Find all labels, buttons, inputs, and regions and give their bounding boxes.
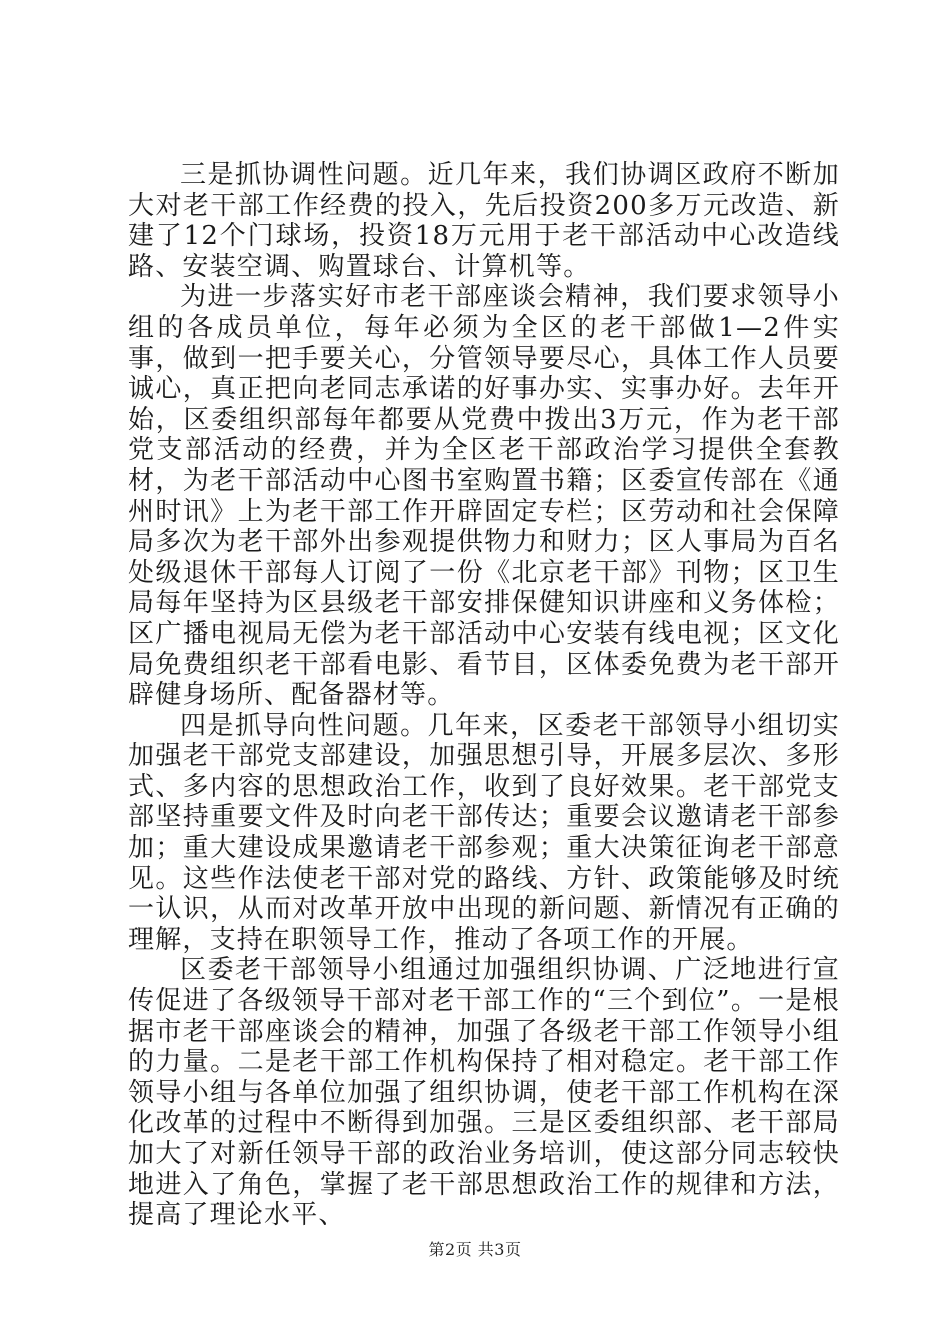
paragraph-guidance: 四是抓导向性问题。几年来，区委老干部领导小组切实加强老干部党支部建设，加强思想引导，开展多层次、多形式、多内容的思想政治工作，收到了良好效果。老干部党支部坚持重要文件及时向老干部传达；重要会议邀请老干部参加；重大建设成果邀请老干部参观；重大决策征询老干部意见。这些作法使老干部对党的路线、方针、政策能够及时统一认识，从而对改革开放中出现的新问题、新情况有正确的理解，支持在职领导工作，推动了各项工作的开展。 bbox=[128, 710, 840, 955]
paragraph-practical-deeds: 为进一步落实好市老干部座谈会精神，我们要求领导小组的各成员单位，每年必须为全区的老干部做1—2件实事，做到一把手要关心，分管领导要尽心，具体工作人员要诚心，真正把向老同志承诺的好事办实、实事办好。去年开始，区委组织部每年都要从党费中拨出3万元，作为老干部党支部活动的经费，并为全区老干部政治学习提供全套教材，为老干部活动中心图书室购置书籍；区委宣传部在《通州时讯》上为老干部工作开辟固定专栏；区劳动和社会保障局多次为老干部外出参观提供物力和财力；区人事局为百名处级退休干部每人订阅了一份《北京老干部》刊物；区卫生局每年坚持为区县级老干部安排保健知识讲座和义务体检；区广播电视局无偿为老干部活动中心安装有线电视；区文化局免费组织老干部看电影、看节目，区体委免费为老干部开辟健身场所、配备器材等。 bbox=[128, 282, 840, 711]
paragraph-three-in-place: 区委老干部领导小组通过加强组织协调、广泛地进行宣传促进了各级领导干部对老干部工作的“三个到位”。一是根据市老干部座谈会的精神，加强了各级老干部工作领导小组的力量。二是老干部工作机构保持了相对稳定。老干部工作领导小组与各单位加强了组织协调，使老干部工作机构在深化改革的过程中不断得到加强。三是区委组织部、老干部局加大了对新任领导干部的政治业务培训，使这部分同志较快地进入了角色，掌握了老干部思想政治工作的规律和方法，提高了理论水平、 bbox=[128, 955, 840, 1231]
document-body bbox=[128, 160, 840, 1231]
paragraph-coordination: 三是抓协调性问题。近几年来，我们协调区政府不断加大对老干部工作经费的投入，先后投资200多万元改造、新建了12个门球场，投资18万元用于老干部活动中心改造线路、安装空调、购置球台、计算机等。 bbox=[128, 160, 840, 282]
page-number-footer: 第2页 共3页 bbox=[428, 1240, 522, 1259]
